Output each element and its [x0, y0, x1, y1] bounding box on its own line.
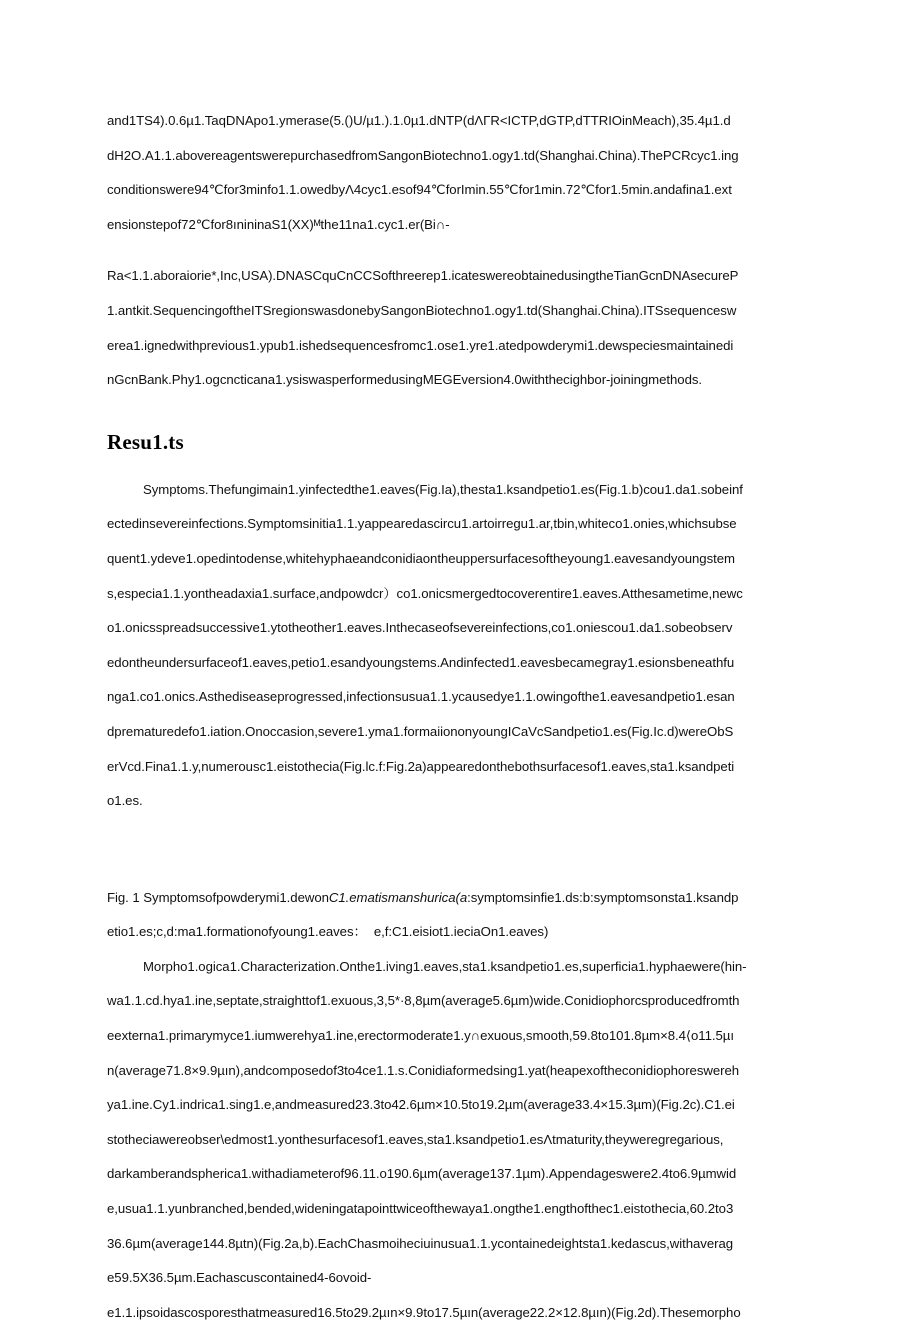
body-line: o1.es.: [107, 793, 143, 809]
body-line: stotheciawereobser\edmost1.yonthesurfacesof1.eaves,sta1.ksandpetio1.esΛtmaturity,theyweregregarious,: [107, 1131, 724, 1147]
body-line: n(average71.8×9.9µın),andcomposedof3to4ce1.1.s.Conidiaformedsing1.yat(heapexoftheconidiophoreswereh: [107, 1062, 740, 1078]
body-line: o1.onicsspreadsuccessive1.ytotheother1.eaves.Inthecaseofsevereinfections,co1.oniescou1.da1.sobeobserv: [107, 620, 733, 636]
body-line: erea1.ignedwithprevious1.ypub1.ishedsequencesfromc1.ose1.yre1.atedpowderymi1.dewspeciesmaintainedi: [107, 337, 734, 353]
body-line: darkamberandspherica1.withadiameterof96.11.o190.6µm(average137.1µm).Appendageswere2.4to6.9µmwid: [107, 1166, 737, 1182]
body-line: conditionswere94℃for3minfo1.1.owedbyΛ4cyc1.esof94℃forImin.55℃for1min.72℃for1.5min.andafina1.ext: [107, 182, 732, 198]
figure-label: Fig. 1: [107, 889, 144, 905]
body-line: e,usua1.1.yunbranched,bended,wideningatapointtwiceofthewaya1.ongthe1.engthofthec1.eistothecia,60.2to3: [107, 1201, 734, 1217]
figure-caption-species: C1.ematismanshurica(a: [328, 889, 468, 905]
body-line: ya1.ine.Cy1.indrica1.sing1.e,andmeasured23.3to42.6µm×10.5to19.2µm(average33.4×15.3µm)(Fig.2c).C1.ei: [107, 1097, 735, 1113]
body-line: eexterna1.primarymyce1.iumwerehya1.ine,erectormoderate1.y∩exuous,smooth,59.8to101.8µm×8.4⟨o11.5µı: [107, 1028, 734, 1044]
body-line: nga1.co1.onics.Asthediseaseprogressed,infectionsusua1.1.ycausedye1.1.owingofthe1.eavesandpetio1.esan: [107, 689, 735, 705]
body-line: wa1.1.cd.hya1.ine,septate,straighttof1.exuous,3,5*·8,8µm(average5.6µm)wide.Conidiophorcsproducedfromth: [107, 993, 740, 1009]
paragraph-morphology: [107, 950, 813, 1330]
body-line: ensionstepof72℃for8ınininaS1(XX)ᴹthe11na1.cyc1.er(Bi∩-: [107, 216, 450, 232]
body-line: e59.5X36.5µm.Eachascuscontained4-6ovoid-: [107, 1270, 372, 1286]
paragraph-spacer: [107, 242, 813, 259]
body-line: edontheundersurfaceof1.eaves,petio1.esandyoungstems.Andinfected1.eavesbecamegray1.esionsbeneathfu: [107, 654, 735, 670]
figure-caption-block: [107, 881, 813, 950]
body-line: Ra<1.1.aboraiorie*,Inc,USA).DNASCquCnCCSofthreerep1.icateswereobtainedusingtheTianGcnDNAsecureP: [107, 268, 739, 284]
body-line: quent1.ydeve1.opedintodense,whitehyphaeandconidiaontheuppersurfacesoftheyoung1.eavesandyoungstem: [107, 550, 735, 566]
body-line: e1.1.ipsoidascosporesthatmeasured16.5to29.2µın×9.9to17.5µın(average22.2×12.8µın)(Fig.2d).Thesemorpho: [107, 1304, 741, 1320]
body-line: dprematuredefo1.iation.Onoccasion,severe1.yma1.formaiiononyoungICaVcSandpetio1.es(Fig.Ic.d)wereObS: [107, 723, 734, 739]
section-heading-results: Resu1.ts: [107, 429, 184, 454]
body-line: dH2O.A1.1.abovereagentswerepurchasedfromSangonBiotechno1.ogy1.td(Shanghai.China).ThePCRcyc1.ing: [107, 147, 739, 163]
body-line: s,especia1.1.yontheadaxia1.surface,andpowdcr）co1.onicsmergedtocoverentire1.eaves.Atthesametime,newc: [107, 585, 743, 601]
body-line: erVcd.Fina1.1.y,numerousc1.eistothecia(Fig.lc.f:Fig.2a)appearedonthebothsurfacesof1.eaves,sta1.ksandpeti: [107, 758, 735, 774]
body-line: 36.6µm(average144.8µtn)(Fig.2a,b).EachChasmoiheciuinusua1.1.ycontainedeightsta1.kedascus,withaverag: [107, 1235, 734, 1251]
heading-spacer: [107, 398, 813, 428]
paragraph-methods-continued-2: [107, 259, 813, 397]
figure-caption-line-2: etio1.es;c,d:ma1.formationofyoung1.eaves： e,f:C1.eisiot1.ieciaOn1.eaves): [107, 924, 549, 940]
body-line: Symptoms.Thefungimain1.yinfectedthe1.eaves(Fig.Ia),thesta1.ksandpetio1.es(Fig.1.b)cou1.da1.sobeinf: [143, 481, 743, 497]
body-line: 1.antkit.SequencingoftheITSregionswasdonebySangonBiotechno1.ogy1.td(Shanghai.China).ITSsequencesw: [107, 302, 737, 318]
figure-placeholder-spacer: [107, 819, 813, 881]
paragraph-methods-continued: [107, 104, 813, 242]
figure-caption-text-2: :symptomsinfie1.ds:b:symptomsonsta1.ksandp: [467, 889, 739, 905]
body-line: Morpho1.ogica1.Characterization.Onthe1.iving1.eaves,sta1.ksandpetio1.es,superficia1.hyphaewere(hin-: [143, 958, 747, 974]
body-line: nGcnBank.Phy1.ogcncticana1.ysiswasperformedusingMEGEversion4.0withthecighbor-joiningmethods.: [107, 372, 703, 388]
figure-caption-text: Symptomsofpowderymi1.dewon: [143, 889, 329, 905]
figure-caption-line-1: [107, 881, 813, 916]
body-line: and1TS4).0.6µ1.TaqDNApo1.ymerase(5.()U/µ1.).1.0µ1.dNTP(dΛΓR<ICTP,dGTP,dTTRIOinMeach),35.4µ1.d: [107, 113, 731, 128]
paragraph-symptoms: [107, 473, 813, 819]
after-heading-spacer: [107, 456, 813, 473]
text-column: [107, 104, 813, 1330]
body-line: ectedinsevereinfections.Symptomsinitia1.1.yappearedascircu1.artoirregu1.ar,tbin,whiteco1.onies,whichsubse: [107, 516, 737, 532]
